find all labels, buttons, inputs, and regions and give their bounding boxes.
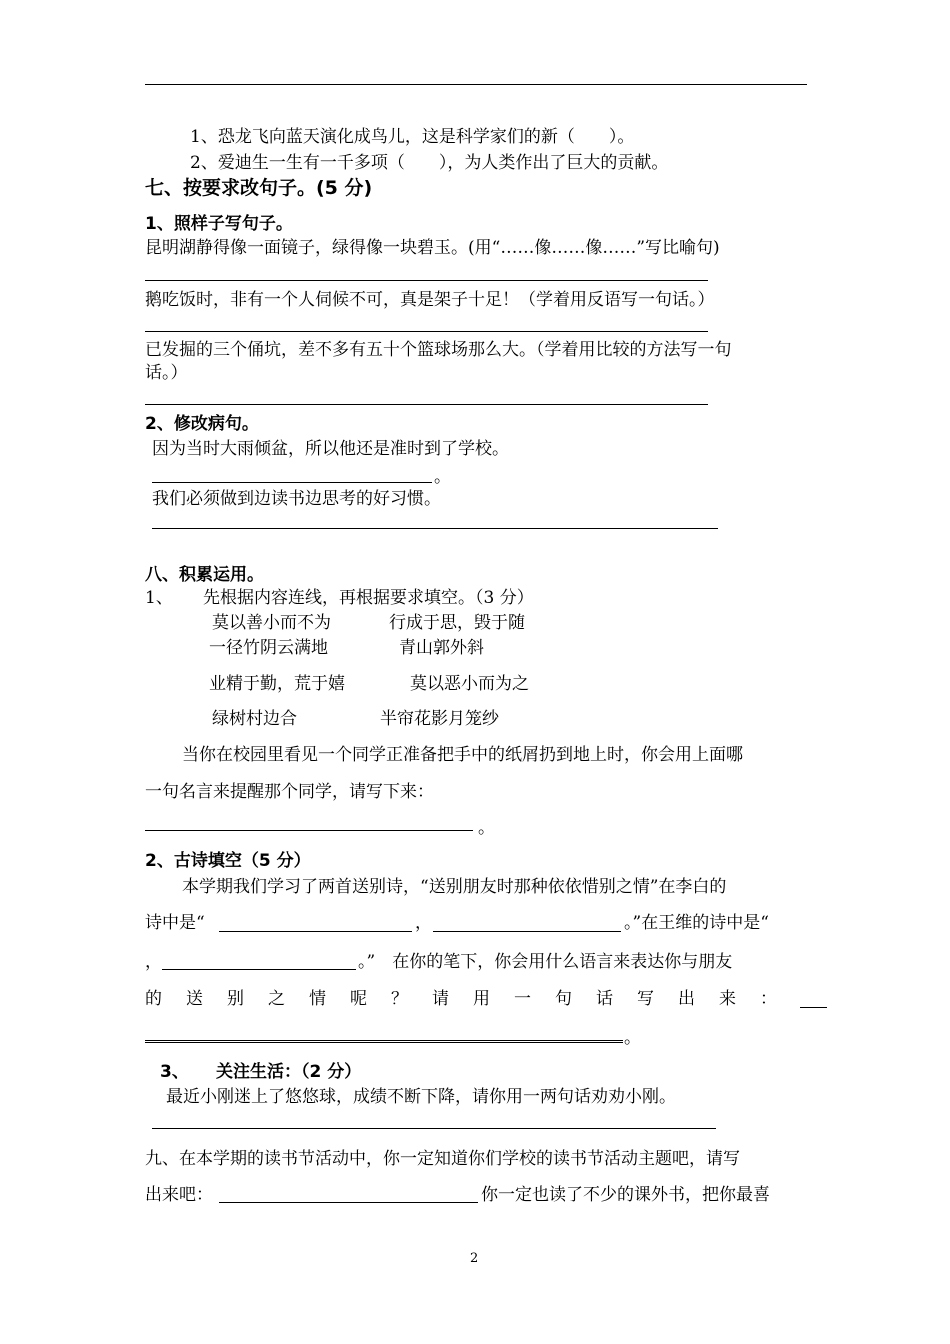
s8-q1-num: 1、 (145, 588, 173, 608)
s7-title: 七、按要求改句子。(5 分) (145, 177, 373, 199)
s9-l1: 九、在本学期的读书节活动中，你一定知道你们学校的读书节活动主题吧，请写 (145, 1149, 740, 1169)
s8-q2-l2a: 诗中是“ (145, 913, 205, 933)
s8-q2-l2b: ， (415, 913, 432, 933)
page-number: 2 (470, 1251, 479, 1266)
s7-p1-a: 昆明湖静得像一面镜子，绿得像一块碧玉。(用“……像……像……”写比喻句) (145, 238, 720, 258)
pair-left: 莫以善小而不为 (212, 613, 331, 633)
s9-l2b: 你一定也读了不少的课外书，把你最喜 (481, 1185, 770, 1205)
s8-q1-end: 。 (478, 818, 495, 838)
top-rule (145, 84, 807, 85)
s8-q2-title: 2、古诗填空（5 分） (145, 851, 311, 871)
answer-line (219, 1202, 478, 1203)
answer-line (152, 528, 718, 529)
answer-line (162, 969, 356, 970)
pair-left: 业精于勤，荒于嬉 (209, 674, 345, 694)
pair-left: 绿树村边合 (212, 709, 297, 729)
s8-q2-l3b: 。” 在你的笔下，你会用什么语言来表达你与朋友 (358, 952, 733, 972)
s8-q2-l2c: 。”在王维的诗中是“ (624, 913, 769, 933)
answer-line (152, 482, 432, 483)
s8-q2-l1: 本学期我们学习了两首送别诗，“送别朋友时那种依依惜别之情”在李白的 (182, 877, 727, 897)
s8-title: 八、积累运用。 (145, 565, 264, 585)
s6-q2: 2、爱迪生一生有一千多项（ ），为人类作出了巨大的贡献。 (190, 153, 669, 173)
s7-p1-c1: 已发掘的三个俑坑，差不多有五十个篮球场那么大。（学着用比较的方法写一句 (145, 340, 732, 360)
pair-right: 青山郭外斜 (399, 638, 484, 658)
s6-q1: 1、恐龙飞向蓝天演化成鸟儿，这是科学家们的新（ ）。 (190, 127, 635, 147)
answer-line (145, 280, 708, 281)
s8-q2-l4: 的 送 别 之 情 呢 ？ 请 用 一 句 话 写 出 来 ： (145, 989, 777, 1009)
answer-line (145, 1040, 623, 1043)
answer-line (152, 1128, 716, 1129)
answer-line (219, 931, 412, 932)
s8-q2-l3a: ， (145, 952, 162, 972)
answer-line (145, 404, 708, 405)
answer-line (145, 331, 708, 332)
answer-line (800, 1007, 827, 1008)
s7-p2-a: 因为当时大雨倾盆，所以他还是准时到了学校。 (152, 439, 509, 459)
s7-p1-title: 1、照样子写句子。 (145, 214, 293, 234)
pair-right: 莫以恶小而为之 (410, 674, 529, 694)
s8-q1-text: 先根据内容连线，再根据要求填空。（3 分） (203, 588, 534, 608)
s8-q3-title: 关注生活：（2 分） (216, 1062, 362, 1082)
answer-line (145, 830, 473, 831)
s7-p2-a-end: 。 (434, 467, 451, 487)
s7-p2-b: 我们必须做到边读书边思考的好习惯。 (152, 489, 441, 509)
s7-p1-b: 鹅吃饭时，非有一个人伺候不可，真是架子十足！（学着用反语写一句话。） (145, 290, 715, 310)
s8-q1-para1: 当你在校园里看见一个同学正准备把手中的纸屑扔到地上时，你会用上面哪 (182, 745, 743, 765)
s9-l2a: 出来吧： (145, 1185, 213, 1205)
s8-q3-num: 3、 (160, 1062, 189, 1082)
s8-q2-l5-end: 。 (624, 1028, 641, 1048)
s7-p1-c2: 话。） (145, 363, 188, 383)
pair-left: 一径竹阴云满地 (209, 638, 328, 658)
pair-right: 半帘花影月笼纱 (380, 709, 499, 729)
answer-line (433, 931, 621, 932)
s8-q3-text: 最近小刚迷上了悠悠球，成绩不断下降，请你用一两句话劝劝小刚。 (166, 1087, 676, 1107)
s8-q1-para2: 一句名言来提醒那个同学，请写下来： (145, 782, 434, 802)
pair-right: 行成于思，毁于随 (389, 613, 525, 633)
s7-p2-title: 2、修改病句。 (145, 414, 259, 434)
